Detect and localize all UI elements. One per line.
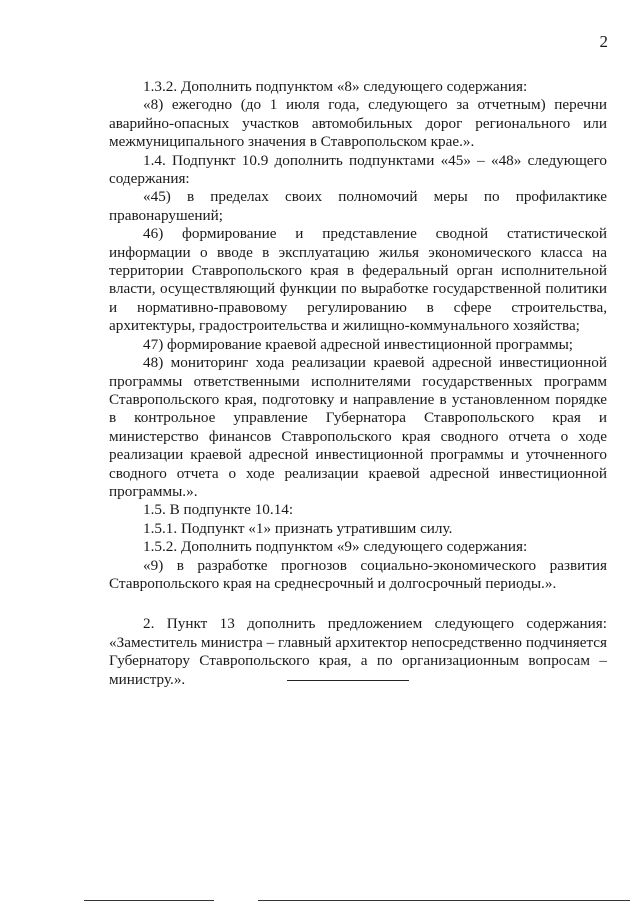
paragraph-1-3-2: 1.3.2. Дополнить подпунктом «8» следующего содержания: [143,78,528,95]
paragraph-item-45: «45) в пределах своих полномочий меры по профилактике правонарушений; [109,188,607,224]
scan-edge-line-left [84,900,214,901]
end-of-text-rule [287,680,409,681]
paragraph-item-9: «9) в разработке прогнозов социально-экономического развития Ставропольского края на среднесрочный и долгосрочный периоды.». [109,556,607,592]
paragraph-item-8: «8) ежегодно (до 1 июля года, следующего за отчетным) перечни аварийно-опасных участков автомобильных дорог регионального или межмуниципального значения в Ставропольском крае.». [109,96,607,151]
paragraph-2: 2. Пункт 13 дополнить предложением следующего содержания: «Заместитель министра – главный архитектор непосредственно подчиняется Губернатору Ставропольского края, а по организационным вопросам – министру.». [109,615,607,688]
scan-edge-line-right [258,900,630,901]
paragraph-1-5-2: 1.5.2. Дополнить подпунктом «9» следующего содержания: [143,538,528,556]
document-body [109,78,607,689]
paragraph-1-5: 1.5. В подпункте 10.14: [143,501,294,519]
page-number: 2 [599,32,608,51]
paragraph-1-4: 1.4. Подпункт 10.9 дополнить подпунктами «45» – «48» следующего содержания: [109,151,607,188]
paragraph-1-5-1: 1.5.1. Подпункт «1» признать утратившим силу. [143,519,453,537]
paragraph-item-46: 46) формирование и представление сводной статистической информации о вводе в эксплуатацию жилья экономического класса на территории Ставропольского края в федеральный орган исполнительной власти, осуществляющий функции по выработке государственной политики и нормативно-правовому регулированию в сфере строительства, архитектуры, градостроительства и жилищно-коммунального хозяйства; [109,225,607,335]
paragraph-item-47: 47) формирование краевой адресной инвестиционной программы; [143,335,573,353]
paragraph-item-48: 48) мониторинг хода реализации краевой адресной инвестиционной программы ответственными исполнителями государственных программ Ставропольского края, подготовку и направление в установленном порядке в контрольное управление Губернатора Ставропольского края и министерство финансов Ставропольского края сводного отчета о ходе реализации краевой адресной инвестиционной программы и уточненного сводного отчета о ходе реализации краевой адресной инвестиционной программы.». [109,354,607,500]
